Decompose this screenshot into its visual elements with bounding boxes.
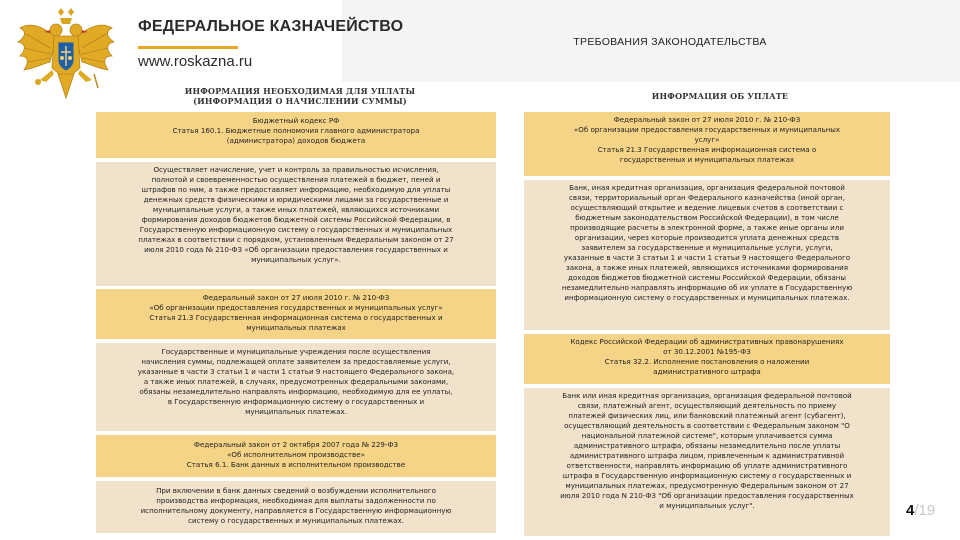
box-line: «Об исполнительном производстве» [227, 450, 365, 459]
page-title: ТРЕБОВАНИЯ ЗАКОНОДАТЕЛЬСТВА [573, 36, 767, 48]
box-line: полнотой и своевременностью осуществления платежей в бюджет, пеней и [151, 175, 441, 184]
box-line: Государственные и муниципальные учреждения после осуществления [161, 347, 431, 356]
box-line: бюджетным законодательством Российской Федерации), в том числе [575, 213, 839, 222]
box-line: в Государственную информационную систему о государственных и [167, 397, 425, 406]
box-line: муниципальных платежах, предусмотренную Федеральным законом от 27 [565, 481, 849, 490]
box-line: Банк или иная кредитная организация, организация федеральной почтовой [562, 391, 852, 400]
box-line: Банк, иная кредитная организация, организация федеральной почтовой [569, 183, 845, 192]
box-line: Бюджетный кодекс РФ [252, 116, 340, 125]
box-line: административного штрафа лицом, привлеченным к административной [569, 451, 845, 460]
org-website-link[interactable]: www.roskazna.ru [138, 53, 253, 70]
box-line: и муниципальных услуг". [659, 501, 755, 510]
box-line: муниципальных услуг». [251, 255, 341, 264]
enforcement-databank-box [96, 481, 496, 533]
institutions-duties-box [96, 343, 496, 431]
box-line: национальной платежной системе", которым уплачивается сумма [581, 431, 833, 440]
box-line: Федеральный закон от 27 июля 2010 г. № 210-ФЗ [202, 293, 390, 302]
box-line: указанные в части 3 статьи 1 и части 1 статьи 9 настоящего Федерального закона, [137, 367, 455, 376]
box-line: а также иных платежей, в случаях, предусмотренных федеральными законами, [143, 377, 449, 386]
box-line: Федеральный закон от 27 июля 2010 г. № 210-ФЗ [613, 115, 801, 124]
box-line: июля 2010 года № 210-ФЗ «Об организации предоставления государственных и [144, 245, 448, 254]
box-line: организации, через которые производится уплата денежных средств [574, 233, 840, 242]
box-line: указанные в части 3 статьи 1 и части 1 статьи 9 настоящего Федерального [563, 253, 851, 262]
banks-payment-info-box [524, 180, 890, 330]
box-line: июля 2010 года N 210-ФЗ "Об организации предоставления государственных [560, 491, 854, 500]
box-line: денежных средств физическими и юридическими лицами за государственные и [143, 195, 449, 204]
box-line: платежах в соответствии с порядком, установленным Федеральным законом от 27 [138, 235, 454, 244]
box-line: (администратора) доходов бюджета [226, 136, 366, 145]
law-210fz-left-box [96, 289, 496, 339]
koap-box [524, 334, 890, 384]
box-line: Статья 21.3 Государственная информационная система о [597, 145, 817, 154]
box-line: Государственную информационную систему о государственных и муниципальных [139, 225, 453, 234]
box-line: закона, а также иных платежей, являющихся источниками формирования [566, 263, 848, 272]
box-line: Статья 6.1. Банк данных в исполнительном производстве [186, 460, 406, 469]
box-line: услуг» [694, 135, 720, 144]
total-pages: 19 [918, 502, 936, 519]
org-name: ФЕДЕРАЛЬНОЕ КАЗНАЧЕЙСТВО [138, 18, 404, 35]
box-line: муниципальных платежах. [245, 407, 347, 416]
box-line: Кодекс Российской Федерации об административных правонарушениях [570, 337, 844, 346]
box-line: связи, платежный агент, осуществляющий деятельность по приему [577, 401, 837, 410]
law-210fz-right-box [524, 112, 890, 176]
box-line: ответственности, направлять информацию об уплате административного [566, 461, 848, 470]
box-line: исполнительному документу, направляется в Государственную информационную [140, 506, 452, 515]
box-line: При включении в банк данных сведений о возбуждении исполнительного [156, 486, 436, 495]
right-column-title-line: ИНФОРМАЦИЯ ОБ УПЛАТЕ [651, 91, 789, 101]
box-line: Статья 21.3 Государственная информационная система о государственных и [149, 313, 443, 322]
page-separator: / [914, 502, 919, 519]
box-line: доходов бюджетов бюджетной системы Российской Федерации, обязаны [568, 273, 846, 282]
org-accent-line [138, 46, 238, 49]
box-line: связи, территориальный орган Федерального казначейства (иной орган, [569, 193, 845, 202]
box-line: от 30.12.2001 №195-ФЗ [663, 347, 751, 356]
box-line: «Об организации предоставления государственных и муниципальных [573, 125, 841, 134]
box-line: осуществляющий открытие и ведение лицевых счетов в соответствии с [570, 203, 844, 212]
box-line: обязаны незамедлительно направлять информацию, необходимую для ее уплаты, [139, 387, 453, 396]
box-line: муниципальных платежах [246, 323, 346, 332]
double-headed-eagle-emblem-icon [16, 8, 116, 106]
box-line: административного штрафа, обязаны незамедлительно после уплаты [573, 441, 841, 450]
box-line: начисления суммы, подлежащей оплате заявителем за предоставляемые услуги, [141, 357, 451, 366]
box-line: муниципальные услуги, а также иных платежей, являющихся источниками [152, 205, 440, 214]
fine-payment-info-box [524, 388, 890, 536]
box-line: информационную систему о государственных и муниципальных платежах. [564, 293, 850, 302]
box-line: систему о государственных и муниципальных платежах. [188, 516, 404, 525]
left-column-title-line: ИНФОРМАЦИЯ НЕОБХОДИМАЯ ДЛЯ УПЛАТЫ [184, 86, 416, 96]
page-counter [906, 502, 935, 519]
box-line: Осуществляет начисление, учет и контроль за правильностью исчисления, [153, 165, 439, 174]
left-column-title-line: (ИНФОРМАЦИЯ О НАЧИСЛЕНИИ СУММЫ) [193, 96, 407, 106]
left-column-title [140, 86, 460, 106]
current-page: 4 [906, 502, 915, 519]
box-line: государственных и муниципальных платежах [619, 155, 795, 164]
box-line: производства информация, необходимая для выплаты задолженности по [156, 496, 436, 505]
right-column-title [560, 91, 880, 101]
box-line: Статья 32.2. Исполнение постановления о наложении [604, 357, 810, 366]
box-line: производящие расчеты в электронной форме, а также иные органы или [570, 223, 844, 232]
box-line: заявителем за государственные и муниципальные услуги, услуги, [581, 243, 833, 252]
budget-code-box [96, 112, 496, 158]
box-line: штрафа в Государственную информационную систему о государственных и [562, 471, 852, 480]
box-line: штрафов по ним, а также предоставляет информацию, необходимую для уплаты [141, 185, 451, 194]
box-line: «Об организации предоставления государственных и муниципальных услуг» [149, 303, 443, 312]
box-line: формирования доходов бюджетов бюджетной системы Российской Федерации, в [141, 215, 451, 224]
box-line: административного штрафа [653, 367, 761, 376]
box-line: осуществляющий деятельность в соответствии с Федеральным законом "О [564, 421, 850, 430]
box-line: незамедлительно направлять информацию об их уплате в Государственную [561, 283, 853, 292]
box-line: платежей физических лиц, или банковский платежный агент (субагент), [568, 411, 846, 420]
administrator-duties-box [96, 162, 496, 286]
law-229fz-box [96, 435, 496, 477]
box-line: Статья 160.1. Бюджетные полномочия главного администратора [172, 126, 420, 135]
box-line: Федеральный закон от 2 октября 2007 года № 229-ФЗ [193, 440, 399, 449]
